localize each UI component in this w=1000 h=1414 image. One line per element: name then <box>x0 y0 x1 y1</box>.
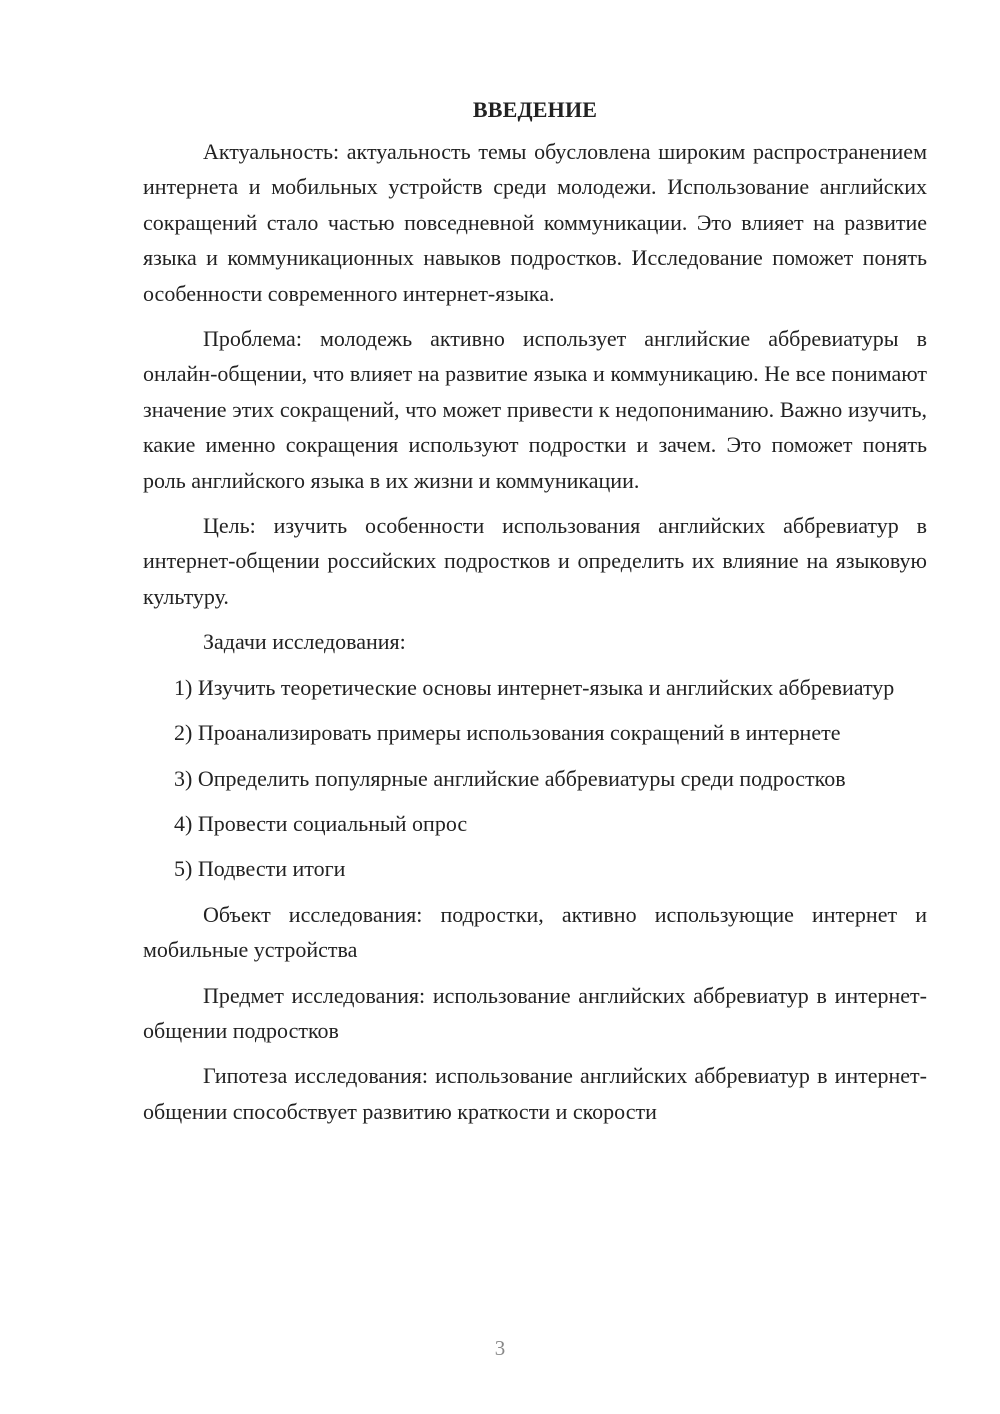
paragraph-problem: Проблема: молодежь активно использует английские аббревиатуры в онлайн-общении, что влияет на развитие языка и коммуникацию. Не все понимают значение этих сокращений, что может привести к недопониманию. Важно изучить, какие именно сокращения используют подростки и зачем. Это поможет понять роль английского языка в их жизни и коммуникации. <box>143 326 927 493</box>
page-number: 3 <box>494 1336 506 1360</box>
list-item: 4) Провести социальный опрос <box>174 810 468 836</box>
page-title: ВВЕДЕНИЕ <box>472 97 598 122</box>
page-content <box>143 92 927 1139</box>
paragraph-goal: Цель: изучить особенности использования английских аббревиатур в интернет-общении российских подростков и определить их влияние на языковую культуру. <box>143 513 927 609</box>
paragraph-hypothesis: Гипотеза исследования: использование английских аббревиатур в интернет-общении способствует развитию краткости и скорости <box>143 1063 927 1124</box>
list-item: 5) Подвести итоги <box>174 856 346 882</box>
paragraph-relevance: Актуальность: актуальность темы обусловлена широким распространением интернета и мобильных устройств среди молодежи. Использование английских сокращений стало частью повседневной коммуникации. Это влияет на развитие языка и коммуникационных навыков подростков. Исследование поможет понять особенности современного интернет-языка. <box>143 139 927 306</box>
paragraph-object: Объект исследования: подростки, активно использующие интернет и мобильные устройства <box>143 901 927 963</box>
list-item: 3) Определить популярные английские аббревиатуры среди подростков <box>174 765 846 791</box>
paragraph-tasks-heading: Задачи исследования: <box>203 629 406 655</box>
paragraph-subject: Предмет исследования: использование английских аббревиатур в интернет-общении подростков <box>143 982 927 1043</box>
list-item: 1) Изучить теоретические основы интернет-языка и английских аббревиатур <box>174 674 895 700</box>
list-item: 2) Проанализировать примеры использования сокращений в интернете <box>174 720 841 746</box>
